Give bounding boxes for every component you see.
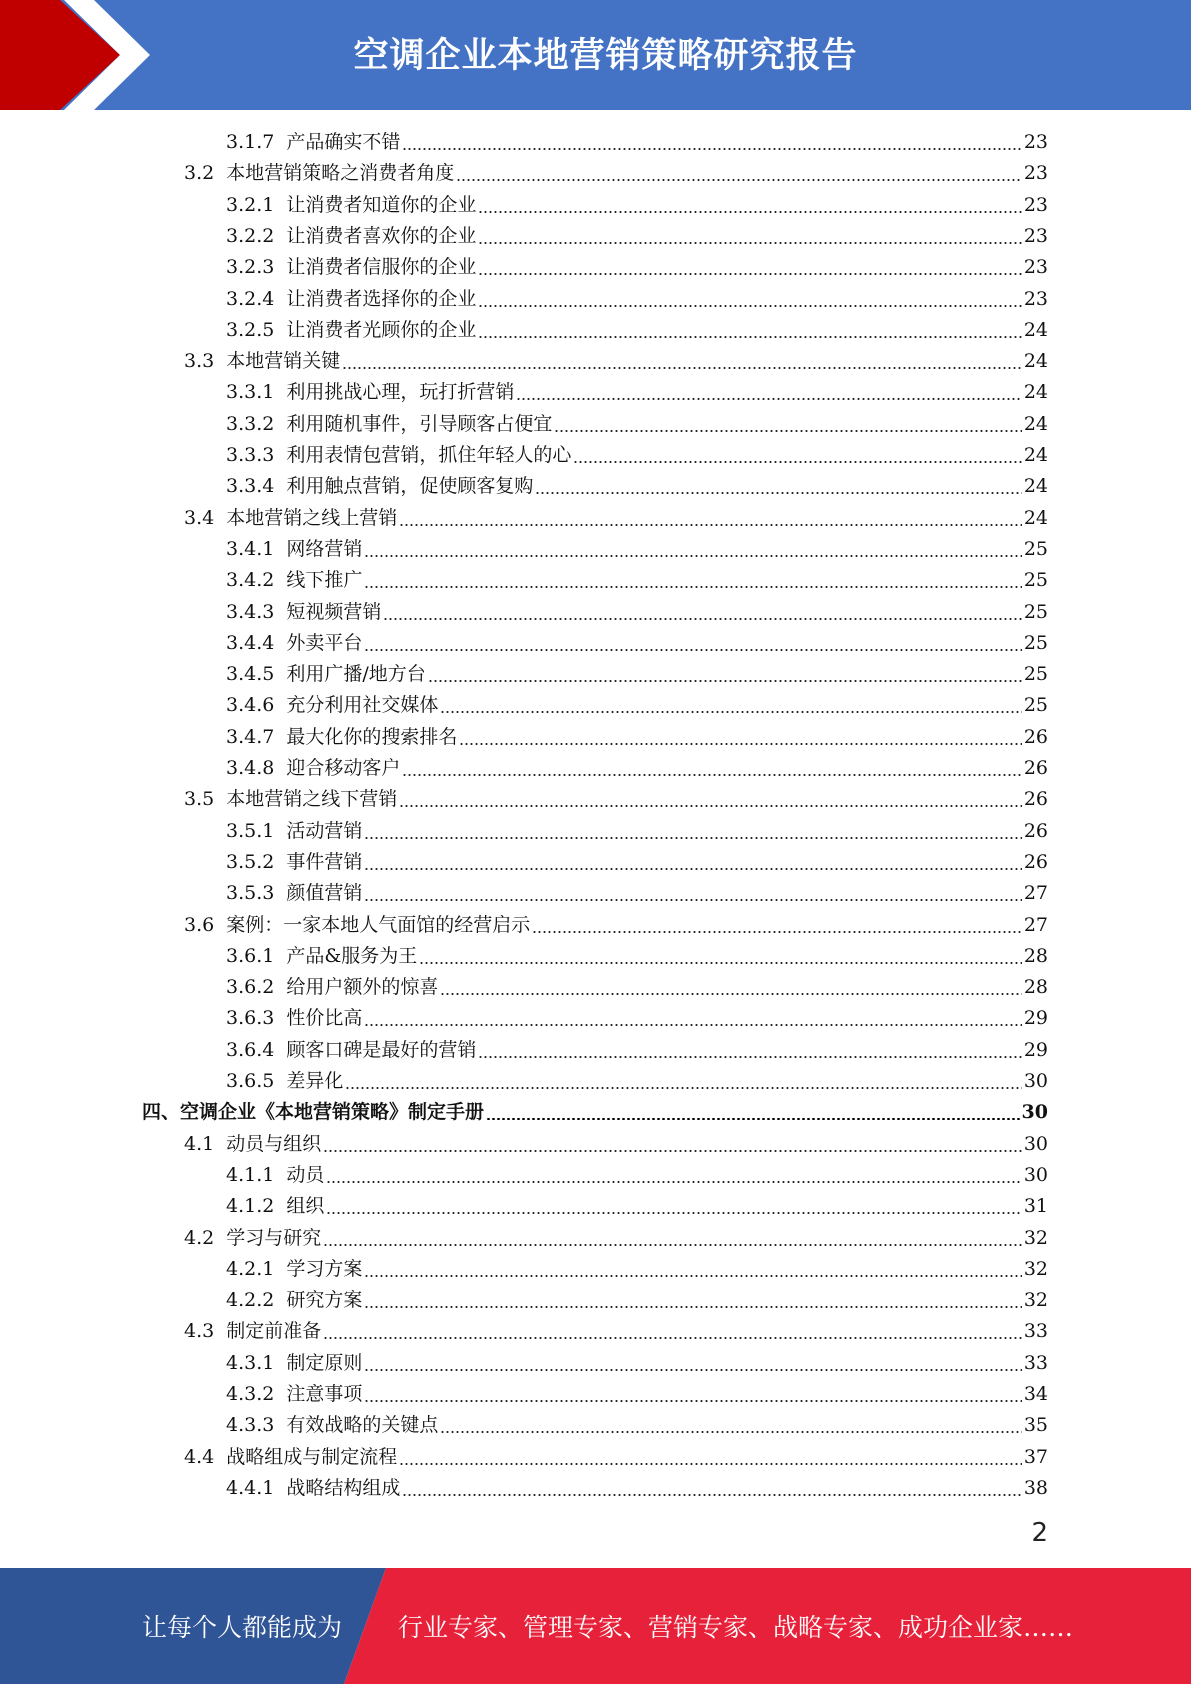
- report-title: 空调企业本地营销策略研究报告: [353, 36, 858, 76]
- toc-dot-leader: [364, 1369, 1021, 1371]
- toc-entry-page: 24: [1023, 444, 1048, 466]
- toc-entry-title: 外卖平台: [286, 631, 363, 654]
- toc-entry[interactable]: [226, 534, 1048, 565]
- toc-entry-page: 25: [1023, 663, 1048, 686]
- toc-entry-number: 3.2.5: [226, 318, 275, 341]
- toc-entry-title: 短视频营销: [286, 600, 382, 623]
- toc-entry-page: 26: [1023, 788, 1048, 811]
- toc-entry-title: 充分利用社交媒体: [286, 694, 439, 717]
- toc-dot-leader: [440, 711, 1021, 713]
- toc-entry-number: 4.3: [184, 1320, 215, 1343]
- toc-entry-number: 3.2: [184, 162, 215, 185]
- toc-entry-page: 25: [1023, 694, 1048, 717]
- toc-entry[interactable]: [226, 972, 1048, 1003]
- toc-dot-leader: [364, 868, 1021, 870]
- toc-dot-leader: [364, 1275, 1021, 1277]
- toc-dot-leader: [399, 524, 1022, 526]
- toc-entry-page: 28: [1023, 976, 1048, 999]
- toc-entry-title: 让消费者知道你的企业: [286, 193, 477, 216]
- toc-entry-number: 3.4.2: [226, 569, 275, 592]
- toc-entry[interactable]: [226, 127, 1048, 158]
- toc-entry-page: 23: [1023, 193, 1048, 216]
- toc-entry-title: 差异化: [286, 1070, 344, 1092]
- toc-entry-page: 33: [1023, 1320, 1048, 1343]
- footer-slogan-right: 行业专家、管理专家、营销专家、战略专家、成功企业家……: [398, 1613, 1074, 1642]
- toc-entry[interactable]: [184, 1316, 1048, 1347]
- toc-entry-title: 让消费者喜欢你的企业: [286, 224, 477, 247]
- toc-entry-title: 制定原则: [286, 1351, 363, 1374]
- toc-entry-number: 3.4.6: [226, 694, 275, 717]
- toc-entry[interactable]: [226, 252, 1048, 283]
- toc-entry[interactable]: [226, 190, 1048, 221]
- toc-entry[interactable]: [226, 816, 1048, 847]
- toc-entry-title: 颜值营销: [286, 882, 363, 905]
- toc-entry-page: 26: [1023, 725, 1048, 748]
- toc-entry-page: 24: [1023, 350, 1048, 373]
- toc-entry-number: 3.5.3: [226, 882, 275, 905]
- toc-entry-page: 25: [1023, 600, 1048, 623]
- toc-entry-page: 23: [1023, 224, 1048, 247]
- toc-dot-leader: [459, 743, 1021, 745]
- toc-entry-page: 30: [1023, 1070, 1048, 1092]
- toc-entry-title: 迎合移动客户: [286, 757, 401, 779]
- toc-entry-page: 28: [1023, 944, 1048, 967]
- toc-entry-page: 31: [1023, 1195, 1048, 1218]
- toc-entry-number: 4.1.1: [226, 1163, 275, 1186]
- toc-dot-leader: [364, 649, 1021, 651]
- toc-entry[interactable]: [226, 1035, 1048, 1066]
- toc-entry-page: 26: [1023, 850, 1048, 873]
- toc-entry[interactable]: [226, 659, 1048, 690]
- toc-entry-page: 25: [1023, 569, 1048, 592]
- toc-entry-title: 案例：一家本地人气面馆的经营启示: [226, 913, 531, 936]
- toc-entry[interactable]: [226, 1003, 1048, 1034]
- toc-entry-number: 3.6.1: [226, 944, 275, 967]
- toc-entry[interactable]: [184, 1442, 1048, 1473]
- toc-entry-number: 3.4.5: [226, 663, 275, 686]
- toc-dot-leader: [364, 1400, 1021, 1402]
- toc-dot-leader: [440, 993, 1021, 995]
- toc-entry-page: 34: [1023, 1383, 1048, 1405]
- toc-entry-title: 产品&服务为王: [286, 944, 418, 967]
- toc-entry[interactable]: [226, 471, 1048, 502]
- toc-entry[interactable]: [226, 597, 1048, 628]
- toc-entry[interactable]: [226, 1285, 1048, 1316]
- toc-entry-page: 23: [1023, 287, 1048, 310]
- toc-entry-title: 利用挑战心理，玩打折营销: [286, 381, 515, 404]
- toc-entry-title: 最大化你的搜索排名: [286, 725, 458, 748]
- toc-dot-leader: [402, 1494, 1021, 1496]
- toc-entry-title: 本地营销关键: [226, 350, 341, 373]
- toc-entry-number: 4.1.2: [226, 1195, 275, 1218]
- toc-entry-page: 30: [1021, 1101, 1048, 1124]
- toc-entry-title: 学习方案: [286, 1257, 363, 1280]
- toc-entry[interactable]: [226, 221, 1048, 252]
- toc-entry-number: 3.2.3: [226, 256, 275, 279]
- toc-dot-leader: [478, 336, 1021, 338]
- toc-entry-number: 3.6.4: [226, 1038, 275, 1061]
- toc-entry-title: 动员: [286, 1163, 325, 1186]
- toc-entry-page: 30: [1023, 1163, 1048, 1186]
- toc-entry-page: 29: [1023, 1007, 1048, 1030]
- toc-entry[interactable]: [184, 158, 1048, 189]
- toc-dot-leader: [326, 1181, 1021, 1183]
- toc-entry-page: 32: [1023, 1226, 1048, 1249]
- toc-entry[interactable]: [226, 941, 1048, 972]
- toc-entry-number: 4.4: [184, 1445, 215, 1468]
- toc-entry-title: 让消费者选择你的企业: [286, 287, 477, 310]
- toc-entry[interactable]: [226, 1254, 1048, 1285]
- toc-entry-page: 23: [1023, 131, 1048, 153]
- toc-entry-number: 3.6.3: [226, 1007, 275, 1030]
- toc-dot-leader: [478, 273, 1021, 275]
- toc-entry[interactable]: [226, 565, 1048, 596]
- toc-entry[interactable]: [184, 1223, 1048, 1254]
- toc-entry[interactable]: [226, 1410, 1048, 1441]
- toc-entry-number: 4.3.1: [226, 1351, 275, 1374]
- toc-entry-page: 33: [1023, 1351, 1048, 1374]
- toc-entry-page: 26: [1023, 819, 1048, 842]
- toc-dot-leader: [364, 837, 1021, 839]
- toc-dot-leader: [364, 586, 1021, 588]
- toc-dot-leader: [535, 492, 1021, 494]
- toc-entry-page: 32: [1023, 1257, 1048, 1280]
- toc-entry-title: 注意事项: [286, 1383, 363, 1405]
- toc-dot-leader: [323, 1244, 1022, 1246]
- toc-entry-title: 组织: [286, 1195, 325, 1218]
- toc-entry-page: 24: [1023, 318, 1048, 341]
- toc-entry[interactable]: [226, 628, 1048, 659]
- toc-entry-number: 3.4.4: [226, 631, 275, 654]
- toc-entry-title: 产品确实不错: [286, 131, 401, 153]
- toc-entry-page: 24: [1023, 475, 1048, 498]
- toc-dot-leader: [323, 1150, 1022, 1152]
- page-footer: [0, 1568, 1191, 1684]
- toc-entry-number: 3.3.2: [226, 412, 275, 435]
- toc-entry-number: 3.1.7: [226, 131, 275, 153]
- toc-entry[interactable]: [184, 910, 1048, 941]
- toc-entry[interactable]: [142, 1097, 1048, 1128]
- toc-entry-number: 3.4.8: [226, 757, 275, 779]
- page-number: 2: [1031, 1518, 1048, 1548]
- toc-entry-title: 活动营销: [286, 819, 363, 842]
- toc-entry-page: 32: [1023, 1289, 1048, 1312]
- toc-dot-leader: [554, 430, 1021, 432]
- toc-entry-number: 4.3.2: [226, 1383, 275, 1405]
- toc-entry-title: 让消费者信服你的企业: [286, 256, 477, 279]
- toc-dot-leader: [419, 962, 1022, 964]
- toc-entry[interactable]: [226, 1379, 1048, 1410]
- toc-dot-leader: [478, 242, 1021, 244]
- toc-entry-title: 让消费者光顾你的企业: [286, 318, 477, 341]
- toc-entry-title: 制定前准备: [226, 1320, 322, 1343]
- toc-dot-leader: [402, 148, 1021, 150]
- toc-entry-title: 事件营销: [286, 850, 363, 873]
- toc-entry-title: 利用表情包营销，抓住年轻人的心: [286, 444, 572, 466]
- toc-entry[interactable]: [226, 1191, 1048, 1222]
- toc-entry-title: 战略组成与制定流程: [226, 1445, 398, 1468]
- toc-entry[interactable]: [184, 346, 1048, 377]
- toc-entry-number: 3.3.4: [226, 475, 275, 498]
- toc-entry[interactable]: [226, 847, 1048, 878]
- toc-entry-number: 4.3.3: [226, 1414, 275, 1437]
- toc-entry-number: 3.6.2: [226, 976, 275, 999]
- toc-dot-leader: [516, 398, 1021, 400]
- toc-dot-leader: [364, 1024, 1021, 1026]
- toc-entry-page: 30: [1023, 1132, 1048, 1155]
- toc-entry-number: 3.4.1: [226, 537, 275, 560]
- toc-entry-title: 性价比高: [286, 1007, 363, 1030]
- toc-dot-leader: [478, 1056, 1021, 1058]
- toc-entry[interactable]: [226, 315, 1048, 346]
- toc-dot-leader: [399, 805, 1022, 807]
- toc-entry-number: 3.5: [184, 788, 215, 811]
- toc-entry-title: 顾客口碑是最好的营销: [286, 1038, 477, 1061]
- toc-entry-page: 23: [1023, 256, 1048, 279]
- toc-entry-title: 动员与组织: [226, 1132, 322, 1155]
- toc-dot-leader: [478, 305, 1021, 307]
- toc-entry-number: 3.3: [184, 350, 215, 373]
- toc-entry[interactable]: [184, 784, 1048, 815]
- toc-entry-number: 3.6.5: [226, 1070, 275, 1092]
- toc-entry-number: 4.2.2: [226, 1289, 275, 1312]
- toc-entry-number: 3.3.3: [226, 444, 275, 466]
- toc-entry-title: 本地营销之线下营销: [226, 788, 398, 811]
- toc-entry-title: 利用广播/地方台: [286, 663, 426, 686]
- toc-dot-leader: [364, 899, 1021, 901]
- toc-entry-title: 学习与研究: [226, 1226, 322, 1249]
- footer-slogan-left: 让每个人都能成为: [142, 1613, 343, 1642]
- toc-entry-number: 3.6: [184, 913, 215, 936]
- toc-entry-title: 研究方案: [286, 1289, 363, 1312]
- toc-entry-number: 3.5.2: [226, 850, 275, 873]
- toc-entry-page: 38: [1023, 1476, 1048, 1499]
- toc-entry-number: 3.5.1: [226, 819, 275, 842]
- toc-dot-leader: [440, 1431, 1021, 1433]
- toc-dot-leader: [428, 680, 1022, 682]
- toc-entry-title: 本地营销策略之消费者角度: [226, 162, 455, 185]
- toc-entry[interactable]: [226, 722, 1048, 753]
- toc-entry-number: 3.2.1: [226, 193, 275, 216]
- toc-entry-number: 4.4.1: [226, 1476, 275, 1499]
- toc-entry-number: 3.2.4: [226, 287, 275, 310]
- toc-entry-number: 3.3.1: [226, 381, 275, 404]
- toc-entry-title: 本地营销之线上营销: [226, 506, 398, 529]
- toc-entry-page: 24: [1023, 412, 1048, 435]
- toc-entry[interactable]: [226, 1473, 1048, 1504]
- toc-entry-number: 4.2.1: [226, 1257, 275, 1280]
- toc-entry-number: 3.4: [184, 506, 215, 529]
- toc-entry[interactable]: [226, 1160, 1048, 1191]
- toc-dot-leader: [323, 1337, 1022, 1339]
- toc-entry-page: 35: [1023, 1414, 1048, 1437]
- toc-entry[interactable]: [184, 1129, 1048, 1160]
- toc-entry[interactable]: [226, 409, 1048, 440]
- toc-dot-leader: [342, 367, 1022, 369]
- toc-entry-page: 27: [1023, 913, 1048, 936]
- toc-entry[interactable]: [226, 690, 1048, 721]
- toc-dot-leader: [326, 1212, 1021, 1214]
- toc-dot-leader: [573, 461, 1021, 463]
- toc-dot-leader: [486, 1118, 1020, 1120]
- toc-dot-leader: [364, 555, 1021, 557]
- toc-entry[interactable]: [226, 377, 1048, 408]
- toc-entry-page: 26: [1023, 757, 1048, 779]
- toc-entry-page: 27: [1023, 882, 1048, 905]
- toc-dot-leader: [364, 1306, 1021, 1308]
- toc-entry-title: 有效战略的关键点: [286, 1414, 439, 1437]
- toc-entry[interactable]: [226, 1066, 1048, 1097]
- toc-entry-number: 4.1: [184, 1132, 215, 1155]
- toc-entry-title: 战略结构组成: [286, 1476, 401, 1499]
- toc-entry-page: 25: [1023, 537, 1048, 560]
- toc-entry-page: 25: [1023, 631, 1048, 654]
- toc-entry[interactable]: [226, 753, 1048, 784]
- toc-dot-leader: [345, 1087, 1021, 1089]
- toc-entry-page: 24: [1023, 381, 1048, 404]
- toc-entry[interactable]: [226, 1348, 1048, 1379]
- toc-entry[interactable]: [184, 503, 1048, 534]
- toc-dot-leader: [402, 774, 1021, 776]
- toc-dot-leader: [478, 211, 1021, 213]
- toc-entry-title: 给用户额外的惊喜: [286, 976, 439, 999]
- toc-dot-leader: [399, 1463, 1022, 1465]
- page-header: [0, 0, 1191, 110]
- toc-entry-number: 3.4.7: [226, 725, 275, 748]
- toc-entry[interactable]: [226, 440, 1048, 471]
- toc-entry-title: 利用触点营销，促使顾客复购: [286, 475, 534, 498]
- toc-entry-number: 4.2: [184, 1226, 215, 1249]
- toc-entry-title: 四、空调企业《本地营销策略》制定手册: [142, 1101, 485, 1124]
- toc-entry-title: 网络营销: [286, 537, 363, 560]
- toc-dot-leader: [456, 179, 1022, 181]
- toc-entry-number: 3.4.3: [226, 600, 275, 623]
- toc-entry-page: 23: [1023, 162, 1048, 185]
- toc-entry-title: 利用随机事件，引导顾客占便宜: [286, 412, 553, 435]
- toc-entry-number: 3.2.2: [226, 224, 275, 247]
- toc-entry-page: 37: [1023, 1445, 1048, 1468]
- toc-dot-leader: [532, 931, 1022, 933]
- toc-entry-title: 线下推广: [286, 569, 363, 592]
- toc-entry-page: 24: [1023, 506, 1048, 529]
- toc-entry[interactable]: [226, 284, 1048, 315]
- toc-dot-leader: [383, 618, 1021, 620]
- toc-entry-page: 29: [1023, 1038, 1048, 1061]
- toc-entry[interactable]: [226, 878, 1048, 909]
